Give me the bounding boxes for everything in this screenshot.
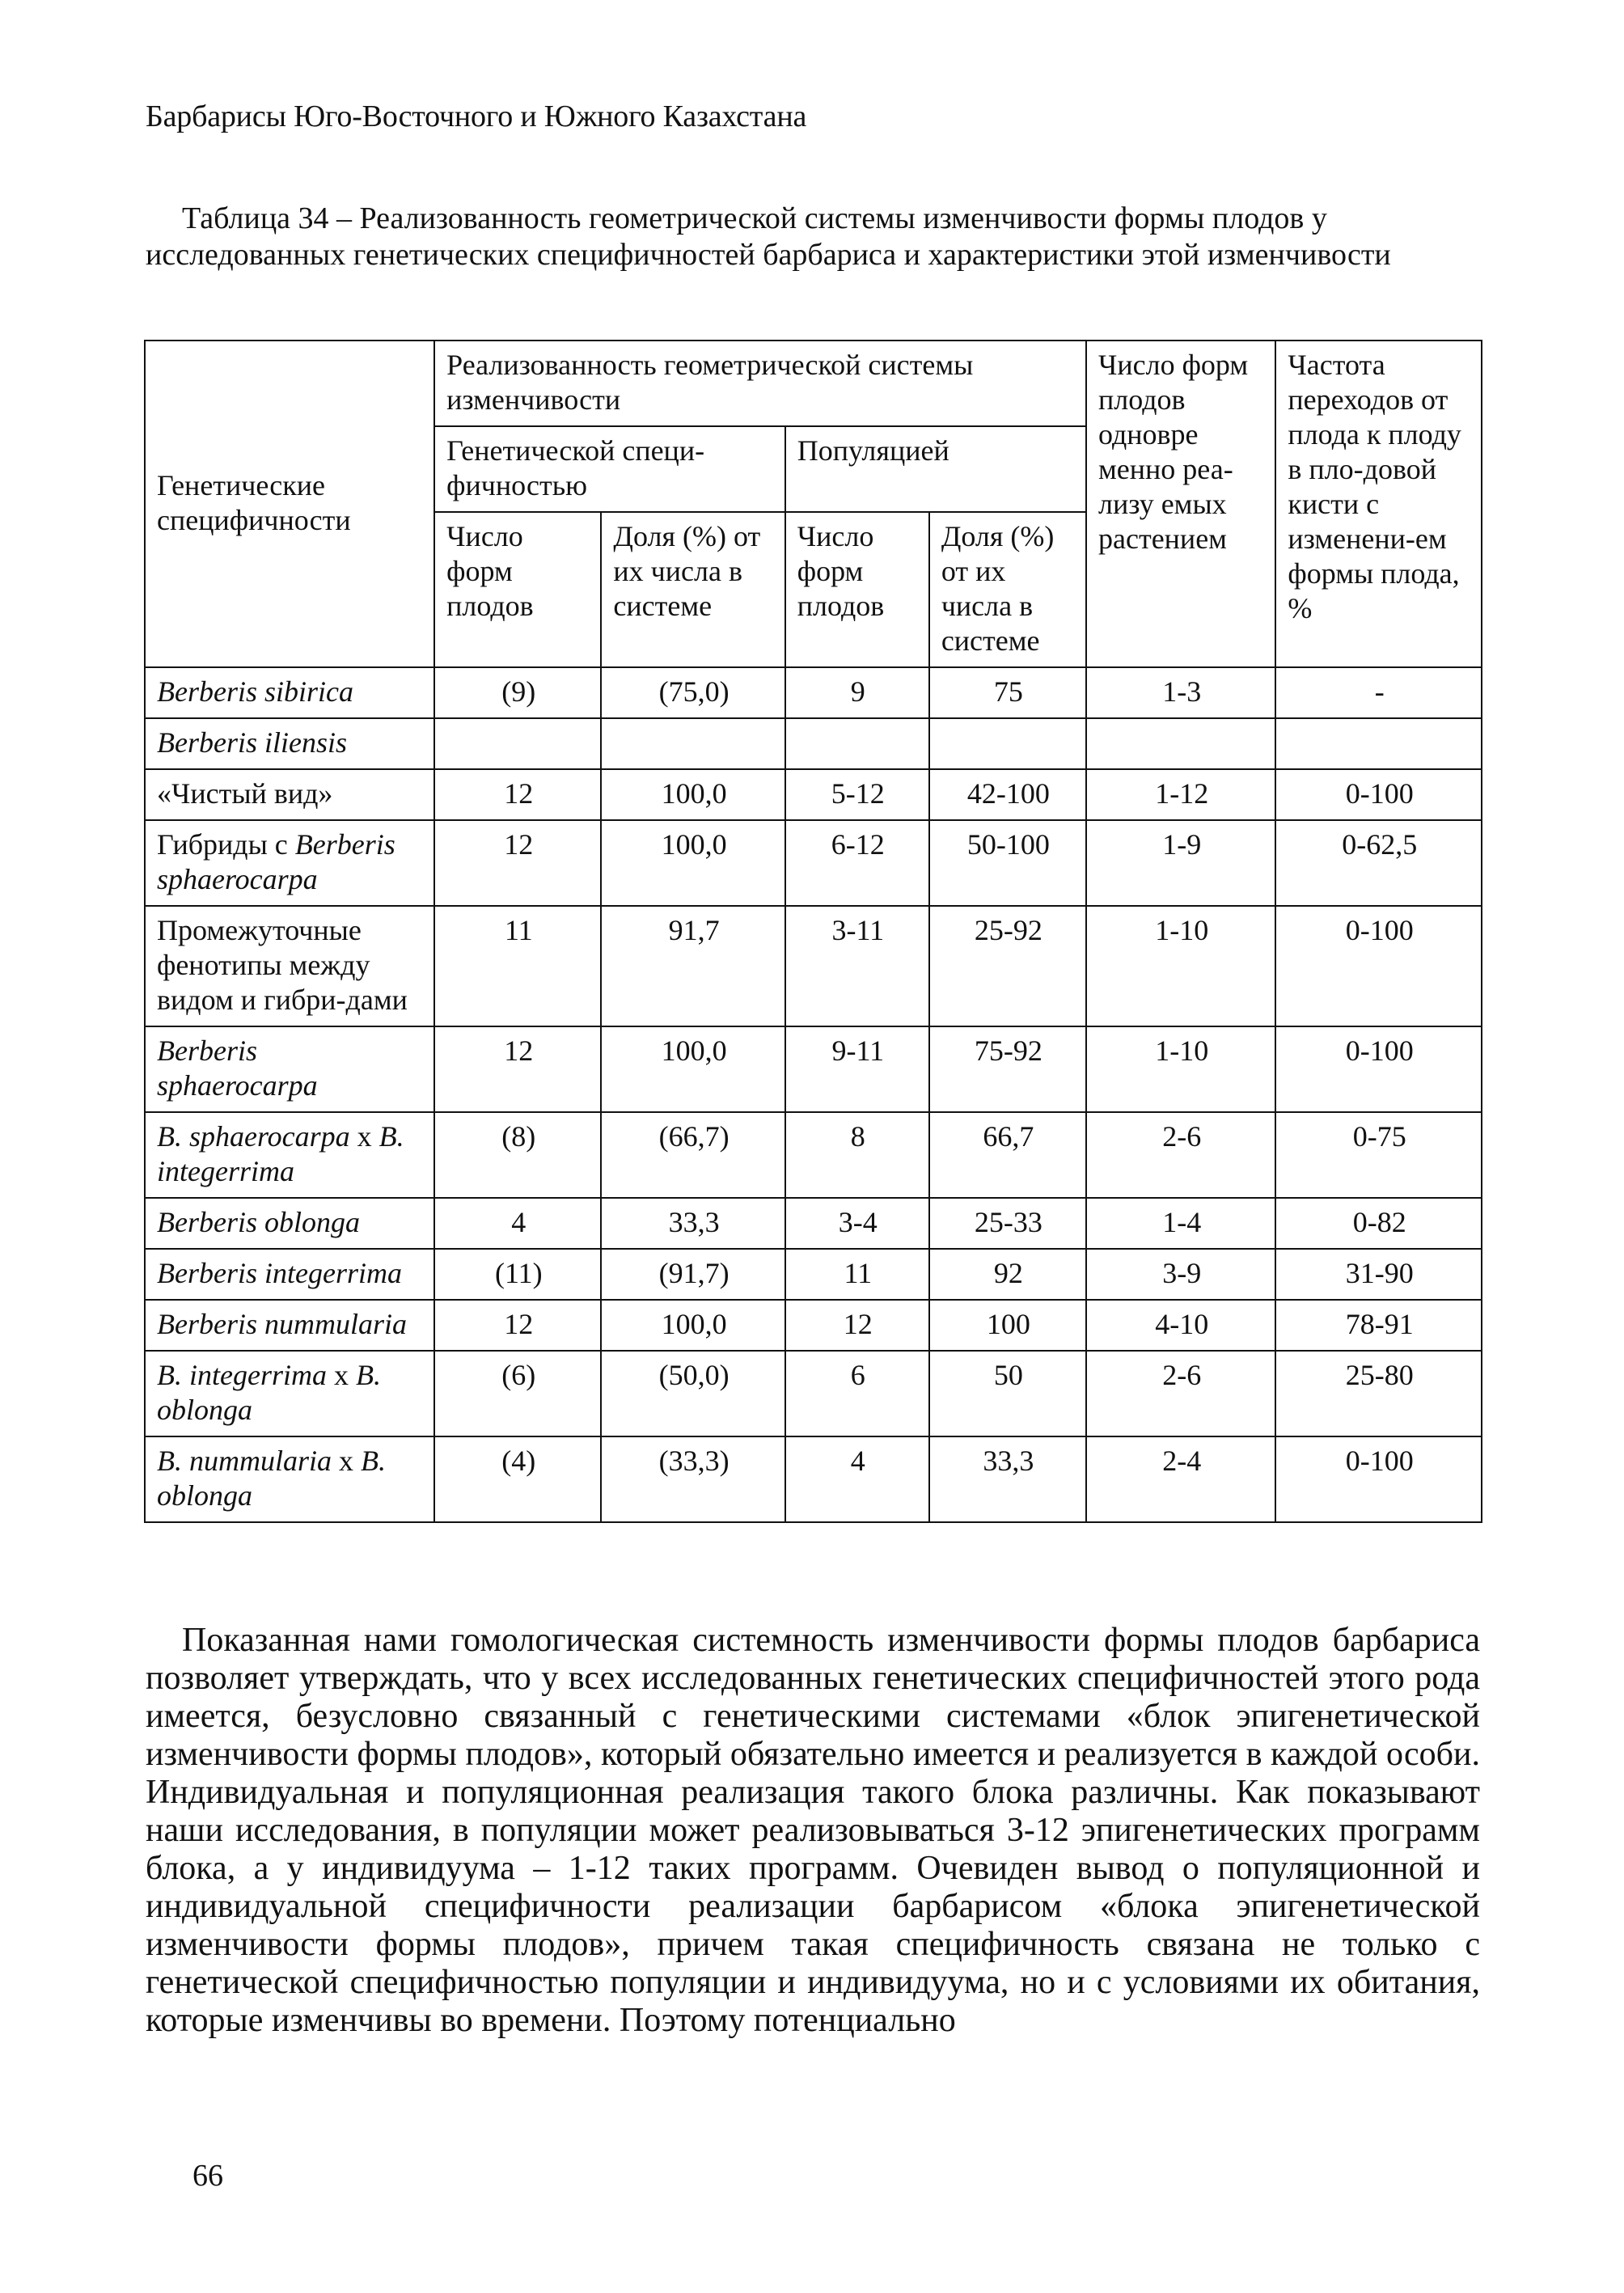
row-name-part: «Чистый вид» [157, 777, 333, 810]
share-genetic-cell: (91,7) [601, 1249, 785, 1300]
table-row [145, 1300, 1482, 1351]
row-name-part: Berberis sphaerocarpa [157, 828, 395, 895]
table-row [145, 718, 1482, 769]
share-population-cell: 50-100 [929, 820, 1086, 906]
transition-freq-cell: 0-82 [1275, 1198, 1482, 1249]
row-name-part: Berberis nummularia [157, 1308, 407, 1340]
row-name-cell [145, 1351, 434, 1436]
table-row [145, 1026, 1482, 1112]
table-row [145, 820, 1482, 906]
forms-count-population-cell: 4 [785, 1436, 929, 1522]
transition-freq-cell: 0-100 [1275, 1026, 1482, 1112]
transition-freq-cell [1275, 718, 1482, 769]
share-population-cell: 33,3 [929, 1436, 1086, 1522]
simultaneous-forms-cell: 1-9 [1086, 820, 1275, 906]
forms-count-genetic-cell: (9) [434, 667, 601, 718]
table-row [145, 1112, 1482, 1198]
row-name-part: x [326, 1359, 356, 1391]
forms-count-population-cell: 6 [785, 1351, 929, 1436]
share-genetic-cell: 100,0 [601, 769, 785, 820]
simultaneous-forms-cell: 1-12 [1086, 769, 1275, 820]
share-genetic-cell [601, 718, 785, 769]
share-genetic-cell: 100,0 [601, 1026, 785, 1112]
transition-freq-cell: 78-91 [1275, 1300, 1482, 1351]
simultaneous-forms-cell: 4-10 [1086, 1300, 1275, 1351]
row-name-part: Berberis iliensis [157, 726, 347, 759]
transition-freq-cell: 25-80 [1275, 1351, 1482, 1436]
row-name-part: B. integerrima [157, 1120, 404, 1187]
header-forms-count-genetic: Число форм плодов [434, 512, 601, 667]
forms-count-genetic-cell: 12 [434, 820, 601, 906]
forms-count-population-cell: 11 [785, 1249, 929, 1300]
transition-freq-cell: - [1275, 667, 1482, 718]
row-name-part: B. sphaerocarpa [157, 1120, 350, 1153]
share-genetic-cell: (50,0) [601, 1351, 785, 1436]
transition-freq-cell: 0-100 [1275, 769, 1482, 820]
forms-count-population-cell: 8 [785, 1112, 929, 1198]
simultaneous-forms-cell: 3-9 [1086, 1249, 1275, 1300]
share-genetic-cell: 33,3 [601, 1198, 785, 1249]
forms-count-genetic-cell: 11 [434, 906, 601, 1026]
transition-freq-cell: 31-90 [1275, 1249, 1482, 1300]
share-population-cell: 66,7 [929, 1112, 1086, 1198]
simultaneous-forms-cell: 1-10 [1086, 906, 1275, 1026]
transition-freq-cell: 0-75 [1275, 1112, 1482, 1198]
row-name-cell [145, 667, 434, 718]
row-name-cell [145, 1198, 434, 1249]
data-table [144, 340, 1482, 1523]
forms-count-genetic-cell: (4) [434, 1436, 601, 1522]
table-row [145, 1436, 1482, 1522]
row-name-part: B. integerrima [157, 1359, 327, 1391]
header-transition-freq: Частота переходов от плода к плоду в пло-довой кисти с изменени-ем формы плода, % [1275, 341, 1482, 667]
share-genetic-cell: (66,7) [601, 1112, 785, 1198]
forms-count-genetic-cell: 12 [434, 1026, 601, 1112]
share-population-cell: 50 [929, 1351, 1086, 1436]
table-row [145, 1198, 1482, 1249]
table-row [145, 667, 1482, 718]
transition-freq-cell: 0-100 [1275, 906, 1482, 1026]
page-number: 66 [192, 2159, 223, 2193]
transition-freq-cell: 0-100 [1275, 1436, 1482, 1522]
row-name-part: x [332, 1445, 361, 1477]
header-forms-count-population: Число форм плодов [785, 512, 929, 667]
simultaneous-forms-cell: 2-6 [1086, 1112, 1275, 1198]
share-population-cell: 75 [929, 667, 1086, 718]
share-genetic-cell: (75,0) [601, 667, 785, 718]
share-population-cell: 100 [929, 1300, 1086, 1351]
simultaneous-forms-cell: 2-6 [1086, 1351, 1275, 1436]
header-row-1 [145, 341, 1482, 426]
row-name-part: x [349, 1120, 379, 1153]
header-genetic-spec: Генетические специфичности [145, 341, 434, 667]
header-by-population: Популяцией [785, 426, 1086, 512]
forms-count-population-cell: 5-12 [785, 769, 929, 820]
row-name-cell [145, 1112, 434, 1198]
share-genetic-cell: 91,7 [601, 906, 785, 1026]
forms-count-genetic-cell: 12 [434, 769, 601, 820]
row-name-part: Гибриды с [157, 828, 295, 861]
running-head: Барбарисы Юго-Восточного и Южного Казахстана [146, 99, 807, 133]
table-body [145, 667, 1482, 1522]
simultaneous-forms-cell [1086, 718, 1275, 769]
table-caption: Таблица 34 – Реализованность геометрической системы изменчивости формы плодов у исследованных генетических специфичностей барбариса и характеристики этой изменчивости [146, 201, 1391, 272]
simultaneous-forms-cell: 1-10 [1086, 1026, 1275, 1112]
forms-count-genetic-cell: (8) [434, 1112, 601, 1198]
row-name-part: B. nummularia [157, 1445, 332, 1477]
share-population-cell: 42-100 [929, 769, 1086, 820]
header-share-population: Доля (%) от их числа в системе [929, 512, 1086, 667]
row-name-part: Промежуточные фенотипы между видом и гибри-дами [157, 914, 408, 1016]
row-name-cell [145, 1436, 434, 1522]
forms-count-population-cell: 3-11 [785, 906, 929, 1026]
share-population-cell [929, 718, 1086, 769]
table-row [145, 906, 1482, 1026]
row-name-cell [145, 906, 434, 1026]
row-name-part: Berberis oblonga [157, 1206, 360, 1238]
row-name-part: B. oblonga [157, 1445, 386, 1512]
share-population-cell: 25-92 [929, 906, 1086, 1026]
simultaneous-forms-cell: 2-4 [1086, 1436, 1275, 1522]
header-by-genetic-spec: Генетической специ-фичностью [434, 426, 785, 512]
share-population-cell: 75-92 [929, 1026, 1086, 1112]
share-genetic-cell: (33,3) [601, 1436, 785, 1522]
row-name-cell [145, 1026, 434, 1112]
forms-count-genetic-cell: 12 [434, 1300, 601, 1351]
header-share-genetic: Доля (%) от их числа в системе [601, 512, 785, 667]
forms-count-population-cell: 9 [785, 667, 929, 718]
forms-count-genetic-cell: 4 [434, 1198, 601, 1249]
table-row [145, 769, 1482, 820]
row-name-cell [145, 820, 434, 906]
simultaneous-forms-cell: 1-4 [1086, 1198, 1275, 1249]
forms-count-genetic-cell: (6) [434, 1351, 601, 1436]
forms-count-population-cell: 3-4 [785, 1198, 929, 1249]
forms-count-population-cell: 9-11 [785, 1026, 929, 1112]
forms-count-population-cell: 12 [785, 1300, 929, 1351]
forms-count-genetic-cell [434, 718, 601, 769]
share-genetic-cell: 100,0 [601, 1300, 785, 1351]
body-text [146, 1622, 1480, 2040]
row-name-part: Berberis sibirica [157, 675, 353, 708]
transition-freq-cell: 0-62,5 [1275, 820, 1482, 906]
header-simultaneous-forms: Число форм плодов одновре менно реа-лизу емых растением [1086, 341, 1275, 667]
table-row [145, 1351, 1482, 1436]
forms-count-population-cell: 6-12 [785, 820, 929, 906]
row-name-cell [145, 1300, 434, 1351]
share-population-cell: 92 [929, 1249, 1086, 1300]
forms-count-genetic-cell: (11) [434, 1249, 601, 1300]
row-name-part: Berberis sphaerocarpa [157, 1034, 318, 1102]
share-population-cell: 25-33 [929, 1198, 1086, 1249]
row-name-cell [145, 1249, 434, 1300]
row-name-part: B. oblonga [157, 1359, 381, 1426]
row-name-cell [145, 718, 434, 769]
forms-count-population-cell [785, 718, 929, 769]
body-paragraph: Показанная нами гомологическая системность изменчивости формы плодов барбариса позволяет утверждать, что у всех исследованных генетических специфичностей этого рода имеется, безусловно связанный с генетическими системами «блок эпигенетической изменчивости формы плодов», который обязательно имеется и реализуется в каждой особи. Индивидуальная и популяционная реализация такого блока различны. Как показывают наши исследования, в популяции может реализовываться 3-12 эпигенетических программ блока, а у индивидуума – 1-12 таких программ. Очевиден вывод о популяционной и индивидуальной специфичности реализации барбарисом «блока эпигенетической изменчивости формы плодов», причем такая специфичность связана не только с генетической специфичностью популяции и индивидуума, но и с условиями их обитания, которые изменчивы во времени. Поэтому потенциально [146, 1622, 1480, 2039]
table-row [145, 1249, 1482, 1300]
row-name-cell [145, 769, 434, 820]
header-realization: Реализованность геометрической системы изменчивости [434, 341, 1086, 426]
simultaneous-forms-cell: 1-3 [1086, 667, 1275, 718]
row-name-part: Berberis integerrima [157, 1257, 402, 1289]
share-genetic-cell: 100,0 [601, 820, 785, 906]
